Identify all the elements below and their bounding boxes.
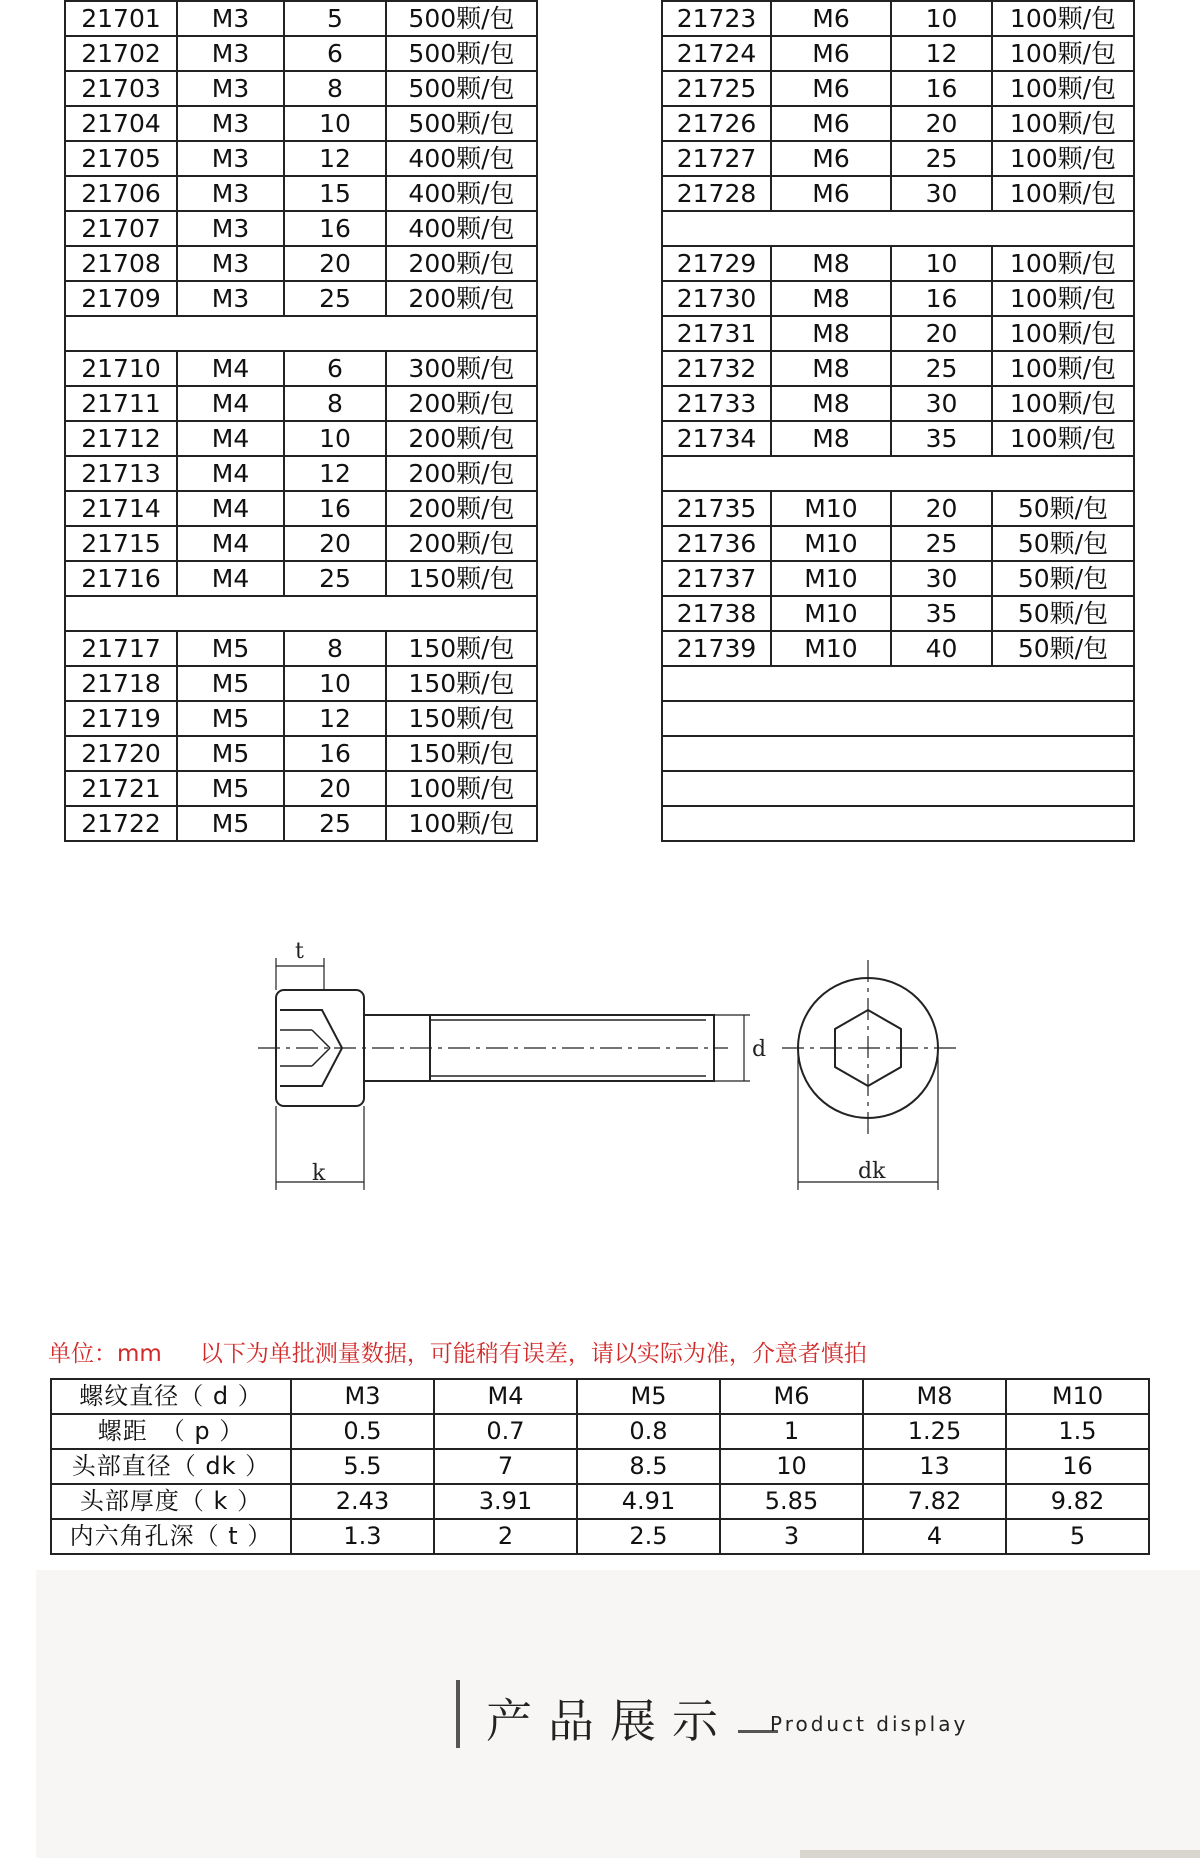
product-code: 21701 — [65, 1, 177, 36]
pack-quantity: 100颗/包 — [992, 1, 1134, 36]
table-row — [662, 491, 1134, 526]
measurement-note: 以下为单批测量数据，可能稍有误差，请以实际为准，介意者慎拍 — [199, 1341, 867, 1367]
length: 20 — [891, 316, 992, 351]
pack-quantity: 100颗/包 — [992, 176, 1134, 211]
dimension-table — [50, 1378, 1150, 1555]
length: 6 — [284, 351, 386, 386]
table-row — [65, 701, 537, 736]
pack-quantity: 400颗/包 — [386, 176, 537, 211]
parameter-name: 头部厚度（ k ） — [51, 1484, 291, 1519]
pack-quantity: 100颗/包 — [992, 36, 1134, 71]
product-code: 21709 — [65, 281, 177, 316]
parameter-name: 头部直径（ dk ） — [51, 1449, 291, 1484]
product-code: 21735 — [662, 491, 771, 526]
blank-row — [662, 456, 1134, 491]
table-row — [65, 526, 537, 561]
thread-size: M4 — [177, 351, 284, 386]
table-row — [65, 211, 537, 246]
length: 8 — [284, 71, 386, 106]
thread-size: M8 — [771, 281, 891, 316]
parameter-value: 16 — [1006, 1449, 1149, 1484]
product-code: 21704 — [65, 106, 177, 141]
product-code: 21710 — [65, 351, 177, 386]
pack-quantity: 50颗/包 — [992, 631, 1134, 666]
parameter-value: M6 — [720, 1379, 863, 1414]
length: 20 — [891, 106, 992, 141]
thread-size: M4 — [177, 421, 284, 456]
blank-cell — [662, 806, 1134, 841]
pack-quantity: 100颗/包 — [992, 141, 1134, 176]
table-row — [51, 1379, 1149, 1414]
product-code: 21723 — [662, 1, 771, 36]
table-row — [51, 1449, 1149, 1484]
product-code: 21711 — [65, 386, 177, 421]
thread-size: M6 — [771, 176, 891, 211]
product-code: 21720 — [65, 736, 177, 771]
pack-quantity: 150颗/包 — [386, 666, 537, 701]
screw-technical-drawing — [250, 940, 970, 1260]
thread-size: M5 — [177, 736, 284, 771]
pack-quantity: 100颗/包 — [992, 421, 1134, 456]
length: 25 — [891, 141, 992, 176]
product-code: 21739 — [662, 631, 771, 666]
length: 40 — [891, 631, 992, 666]
parameter-value: 5.5 — [291, 1449, 434, 1484]
blank-cell — [662, 771, 1134, 806]
table-row — [65, 736, 537, 771]
length: 10 — [284, 421, 386, 456]
table-row — [51, 1519, 1149, 1554]
parameter-value: 9.82 — [1006, 1484, 1149, 1519]
length: 16 — [284, 736, 386, 771]
parameter-value: 2 — [434, 1519, 577, 1554]
table-row — [51, 1484, 1149, 1519]
product-code: 21712 — [65, 421, 177, 456]
table-row — [65, 491, 537, 526]
parameter-value: 0.7 — [434, 1414, 577, 1449]
product-code: 21734 — [662, 421, 771, 456]
length: 30 — [891, 176, 992, 211]
blank-row — [662, 666, 1134, 701]
thread-size: M6 — [771, 141, 891, 176]
length: 12 — [284, 141, 386, 176]
table-row — [65, 386, 537, 421]
label-k: k — [312, 1161, 326, 1186]
pack-quantity: 100颗/包 — [992, 316, 1134, 351]
thread-size: M8 — [771, 351, 891, 386]
thread-size: M5 — [177, 631, 284, 666]
pack-quantity: 500颗/包 — [386, 106, 537, 141]
length: 35 — [891, 421, 992, 456]
table-row — [662, 106, 1134, 141]
table-row — [65, 456, 537, 491]
parameter-value: 0.5 — [291, 1414, 434, 1449]
thread-size: M6 — [771, 106, 891, 141]
product-code: 21733 — [662, 386, 771, 421]
pack-quantity: 50颗/包 — [992, 561, 1134, 596]
pack-quantity: 200颗/包 — [386, 421, 537, 456]
parameter-value: M8 — [863, 1379, 1006, 1414]
thread-size: M6 — [771, 36, 891, 71]
length: 25 — [891, 351, 992, 386]
parameter-value: M4 — [434, 1379, 577, 1414]
parameter-value: 5.85 — [720, 1484, 863, 1519]
length: 5 — [284, 1, 386, 36]
product-code: 21729 — [662, 246, 771, 281]
thread-size: M5 — [177, 806, 284, 841]
thread-size: M4 — [177, 456, 284, 491]
thread-size: M4 — [177, 561, 284, 596]
table-row — [662, 316, 1134, 351]
table-row — [65, 36, 537, 71]
parameter-value: 1.3 — [291, 1519, 434, 1554]
product-code: 21707 — [65, 211, 177, 246]
length: 20 — [891, 491, 992, 526]
spec-table-right — [661, 0, 1135, 842]
length: 25 — [891, 526, 992, 561]
pack-quantity: 150颗/包 — [386, 561, 537, 596]
table-row — [65, 71, 537, 106]
product-code: 21713 — [65, 456, 177, 491]
parameter-value: M10 — [1006, 1379, 1149, 1414]
table-row — [65, 771, 537, 806]
parameter-value: 1.25 — [863, 1414, 1006, 1449]
length: 10 — [284, 666, 386, 701]
thread-size: M4 — [177, 491, 284, 526]
product-code: 21705 — [65, 141, 177, 176]
parameter-value: 3.91 — [434, 1484, 577, 1519]
blank-row — [662, 806, 1134, 841]
parameter-value: 4.91 — [577, 1484, 720, 1519]
thread-size: M8 — [771, 316, 891, 351]
unit-label: 单位：mm — [48, 1341, 162, 1367]
parameter-value: 2.5 — [577, 1519, 720, 1554]
table-row — [662, 351, 1134, 386]
length: 10 — [891, 246, 992, 281]
product-code: 21738 — [662, 596, 771, 631]
blank-cell — [65, 596, 537, 631]
product-code: 21724 — [662, 36, 771, 71]
blank-cell — [662, 736, 1134, 771]
table-row — [662, 36, 1134, 71]
pack-quantity: 50颗/包 — [992, 491, 1134, 526]
length: 35 — [891, 596, 992, 631]
blank-row — [662, 701, 1134, 736]
pack-quantity: 100颗/包 — [992, 246, 1134, 281]
thread-size: M5 — [177, 701, 284, 736]
length: 15 — [284, 176, 386, 211]
table-row — [662, 631, 1134, 666]
length: 16 — [891, 71, 992, 106]
product-code: 21736 — [662, 526, 771, 561]
blank-cell — [65, 316, 537, 351]
length: 8 — [284, 386, 386, 421]
product-code: 21718 — [65, 666, 177, 701]
product-code: 21731 — [662, 316, 771, 351]
table-row — [51, 1414, 1149, 1449]
length: 12 — [284, 456, 386, 491]
blank-row — [662, 211, 1134, 246]
thread-size: M8 — [771, 421, 891, 456]
length: 20 — [284, 771, 386, 806]
table-row — [65, 141, 537, 176]
product-code: 21717 — [65, 631, 177, 666]
pack-quantity: 200颗/包 — [386, 281, 537, 316]
blank-row — [662, 771, 1134, 806]
table-row — [65, 1, 537, 36]
pack-quantity: 200颗/包 — [386, 456, 537, 491]
parameter-value: 0.8 — [577, 1414, 720, 1449]
table-row — [65, 666, 537, 701]
pack-quantity: 500颗/包 — [386, 36, 537, 71]
table-row — [65, 351, 537, 386]
thread-size: M10 — [771, 631, 891, 666]
thread-size: M4 — [177, 386, 284, 421]
product-code: 21732 — [662, 351, 771, 386]
product-code: 21714 — [65, 491, 177, 526]
length: 6 — [284, 36, 386, 71]
pack-quantity: 100颗/包 — [386, 806, 537, 841]
table-row — [662, 176, 1134, 211]
parameter-value: 7 — [434, 1449, 577, 1484]
pack-quantity: 100颗/包 — [386, 771, 537, 806]
blank-cell — [662, 701, 1134, 736]
product-code: 21702 — [65, 36, 177, 71]
table-row — [662, 386, 1134, 421]
thread-size: M5 — [177, 666, 284, 701]
table-row — [662, 246, 1134, 281]
thread-size: M3 — [177, 1, 284, 36]
parameter-value: 5 — [1006, 1519, 1149, 1554]
bottom-strip — [800, 1850, 1200, 1858]
length: 16 — [284, 491, 386, 526]
blank-row — [662, 736, 1134, 771]
thread-size: M3 — [177, 211, 284, 246]
showcase-bar — [456, 1680, 460, 1748]
product-code: 21716 — [65, 561, 177, 596]
product-code: 21728 — [662, 176, 771, 211]
thread-size: M3 — [177, 281, 284, 316]
pack-quantity: 100颗/包 — [992, 351, 1134, 386]
table-row — [65, 421, 537, 456]
length: 10 — [891, 1, 992, 36]
length: 20 — [284, 246, 386, 281]
blank-cell — [662, 211, 1134, 246]
thread-size: M3 — [177, 141, 284, 176]
thread-size: M8 — [771, 246, 891, 281]
parameter-value: 4 — [863, 1519, 1006, 1554]
thread-size: M5 — [177, 771, 284, 806]
product-code: 21721 — [65, 771, 177, 806]
table-row — [65, 176, 537, 211]
pack-quantity: 400颗/包 — [386, 211, 537, 246]
pack-quantity: 200颗/包 — [386, 246, 537, 281]
pack-quantity: 200颗/包 — [386, 386, 537, 421]
thread-size: M10 — [771, 526, 891, 561]
table-row — [662, 596, 1134, 631]
parameter-value: 13 — [863, 1449, 1006, 1484]
length: 25 — [284, 561, 386, 596]
spec-table-left — [64, 0, 538, 842]
pack-quantity: 100颗/包 — [992, 106, 1134, 141]
product-code: 21725 — [662, 71, 771, 106]
blank-row — [65, 596, 537, 631]
pack-quantity: 300颗/包 — [386, 351, 537, 386]
label-dk: dk — [858, 1159, 886, 1184]
length: 8 — [284, 631, 386, 666]
parameter-value: 1.5 — [1006, 1414, 1149, 1449]
length: 16 — [891, 281, 992, 316]
pack-quantity: 100颗/包 — [992, 281, 1134, 316]
pack-quantity: 150颗/包 — [386, 736, 537, 771]
thread-size: M10 — [771, 596, 891, 631]
table-row — [662, 526, 1134, 561]
thread-size: M3 — [177, 246, 284, 281]
parameter-value: M5 — [577, 1379, 720, 1414]
product-code: 21737 — [662, 561, 771, 596]
pack-quantity: 150颗/包 — [386, 701, 537, 736]
table-row — [65, 246, 537, 281]
pack-quantity: 200颗/包 — [386, 526, 537, 561]
blank-cell — [662, 666, 1134, 701]
table-row — [65, 106, 537, 141]
pack-quantity: 50颗/包 — [992, 526, 1134, 561]
blank-row — [65, 316, 537, 351]
table-row — [662, 561, 1134, 596]
product-code: 21715 — [65, 526, 177, 561]
thread-size: M3 — [177, 71, 284, 106]
table-row — [65, 806, 537, 841]
parameter-value: 7.82 — [863, 1484, 1006, 1519]
table-row — [662, 1, 1134, 36]
pack-quantity: 150颗/包 — [386, 631, 537, 666]
thread-size: M3 — [177, 176, 284, 211]
parameter-value: 10 — [720, 1449, 863, 1484]
length: 25 — [284, 806, 386, 841]
pack-quantity: 100颗/包 — [992, 386, 1134, 421]
table-row — [65, 631, 537, 666]
pack-quantity: 400颗/包 — [386, 141, 537, 176]
thread-size: M3 — [177, 106, 284, 141]
table-row — [662, 281, 1134, 316]
length: 16 — [284, 211, 386, 246]
showcase-subtitle: Product display — [770, 1712, 969, 1736]
showcase-title: 产品展示 — [486, 1694, 734, 1748]
product-code: 21719 — [65, 701, 177, 736]
thread-size: M10 — [771, 561, 891, 596]
pack-quantity: 200颗/包 — [386, 491, 537, 526]
product-code: 21727 — [662, 141, 771, 176]
label-d: d — [752, 1037, 767, 1062]
length: 30 — [891, 386, 992, 421]
parameter-value: 2.43 — [291, 1484, 434, 1519]
length: 25 — [284, 281, 386, 316]
table-row — [65, 281, 537, 316]
measurement-caption — [48, 1335, 867, 1368]
pack-quantity: 500颗/包 — [386, 71, 537, 106]
pack-quantity: 50颗/包 — [992, 596, 1134, 631]
parameter-name: 内六角孔深（ t ） — [51, 1519, 291, 1554]
pack-quantity: 100颗/包 — [992, 71, 1134, 106]
blank-cell — [662, 456, 1134, 491]
length: 30 — [891, 561, 992, 596]
table-row — [662, 421, 1134, 456]
pack-quantity: 500颗/包 — [386, 1, 537, 36]
length: 20 — [284, 526, 386, 561]
length: 10 — [284, 106, 386, 141]
label-t: t — [295, 940, 304, 964]
thread-size: M8 — [771, 386, 891, 421]
thread-size: M4 — [177, 526, 284, 561]
parameter-value: 1 — [720, 1414, 863, 1449]
parameter-value: 8.5 — [577, 1449, 720, 1484]
parameter-name: 螺距 （ p ） — [51, 1414, 291, 1449]
table-row — [662, 71, 1134, 106]
product-code: 21708 — [65, 246, 177, 281]
thread-size: M6 — [771, 71, 891, 106]
parameter-name: 螺纹直径（ d ） — [51, 1379, 291, 1414]
length: 12 — [284, 701, 386, 736]
length: 12 — [891, 36, 992, 71]
thread-size: M6 — [771, 1, 891, 36]
table-row — [65, 561, 537, 596]
product-code: 21726 — [662, 106, 771, 141]
product-code: 21706 — [65, 176, 177, 211]
product-code: 21722 — [65, 806, 177, 841]
product-code: 21703 — [65, 71, 177, 106]
table-row — [662, 141, 1134, 176]
product-code: 21730 — [662, 281, 771, 316]
thread-size: M10 — [771, 491, 891, 526]
parameter-value: 3 — [720, 1519, 863, 1554]
thread-size: M3 — [177, 36, 284, 71]
parameter-value: M3 — [291, 1379, 434, 1414]
